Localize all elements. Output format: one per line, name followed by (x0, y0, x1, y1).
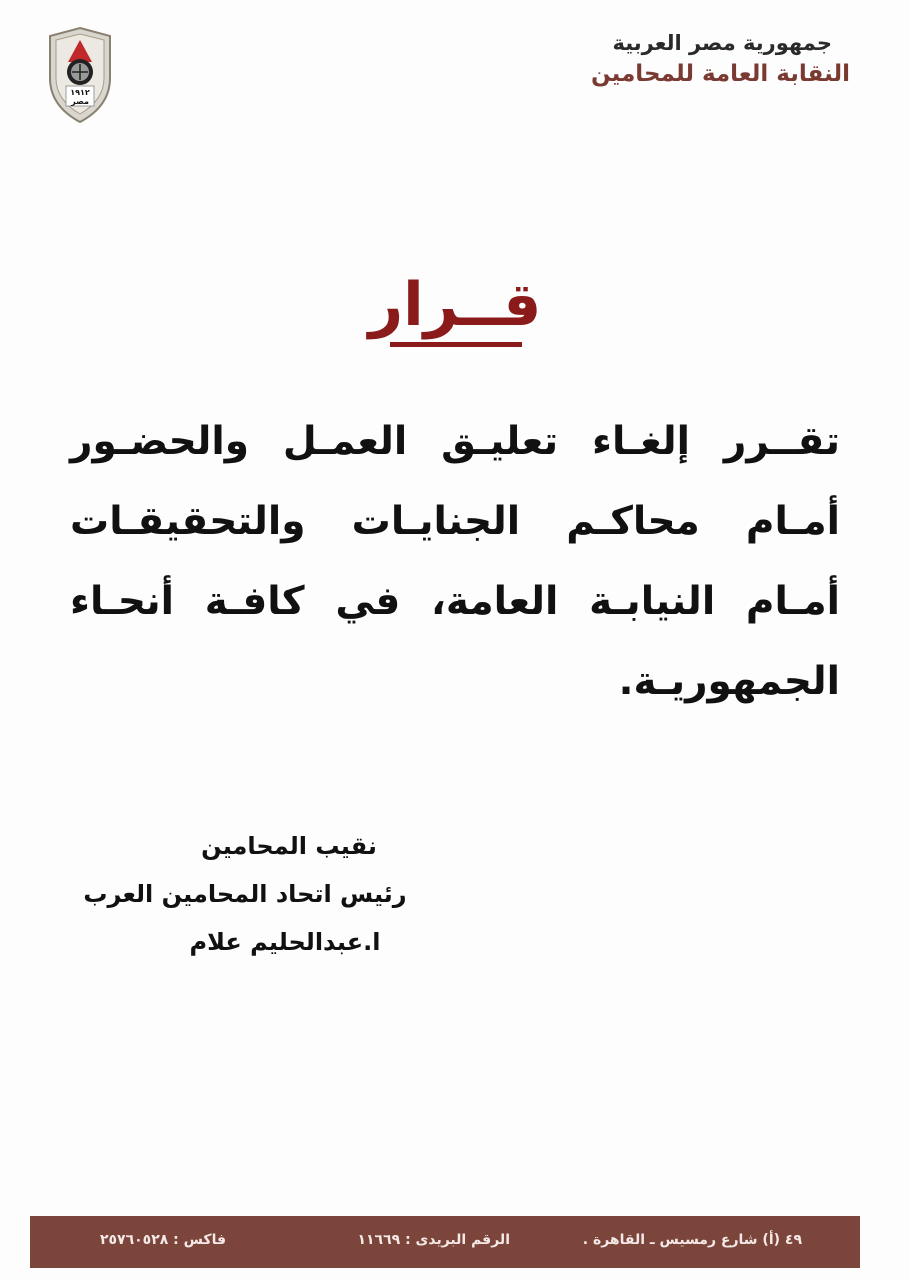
decision-body: تقــرر إلغـاء تعليـق العمـل والحضـور أمـام محاكـم الجنايـات والتحقيقـات أمـام النيابـة العامة، في كافـة أنحـاء الجمهوريـة. (70, 419, 840, 704)
organization-name: النقابة العامة للمحامين (590, 61, 850, 87)
country-name: جمهورية مصر العربية (612, 31, 832, 55)
decision-title: قــرار (368, 270, 542, 340)
emblem-country: مصر (71, 97, 89, 106)
footer-address: ٤٩ (أ) شارع رمسيس ـ القاهرة . (582, 1232, 802, 1248)
signature-block (70, 822, 420, 966)
signature-name: ا.عبدالحليم علام (189, 928, 381, 956)
emblem-year: ١٩١٢ (70, 88, 90, 97)
decision-title-block (300, 270, 610, 340)
footer-fax: فاكس : ٢٥٧٦٠٥٢٨ (99, 1232, 226, 1248)
signature-title: نقيب المحامين (201, 832, 377, 860)
letterhead (591, 28, 850, 90)
bar-association-emblem-icon (44, 26, 116, 124)
footer-bar (30, 1216, 860, 1268)
title-underline (390, 342, 522, 347)
signature-position: رئيس اتحاد المحامين العرب (83, 880, 407, 908)
footer-postal-code: الرقم البريدى : ١١٦٦٩ (357, 1232, 510, 1248)
